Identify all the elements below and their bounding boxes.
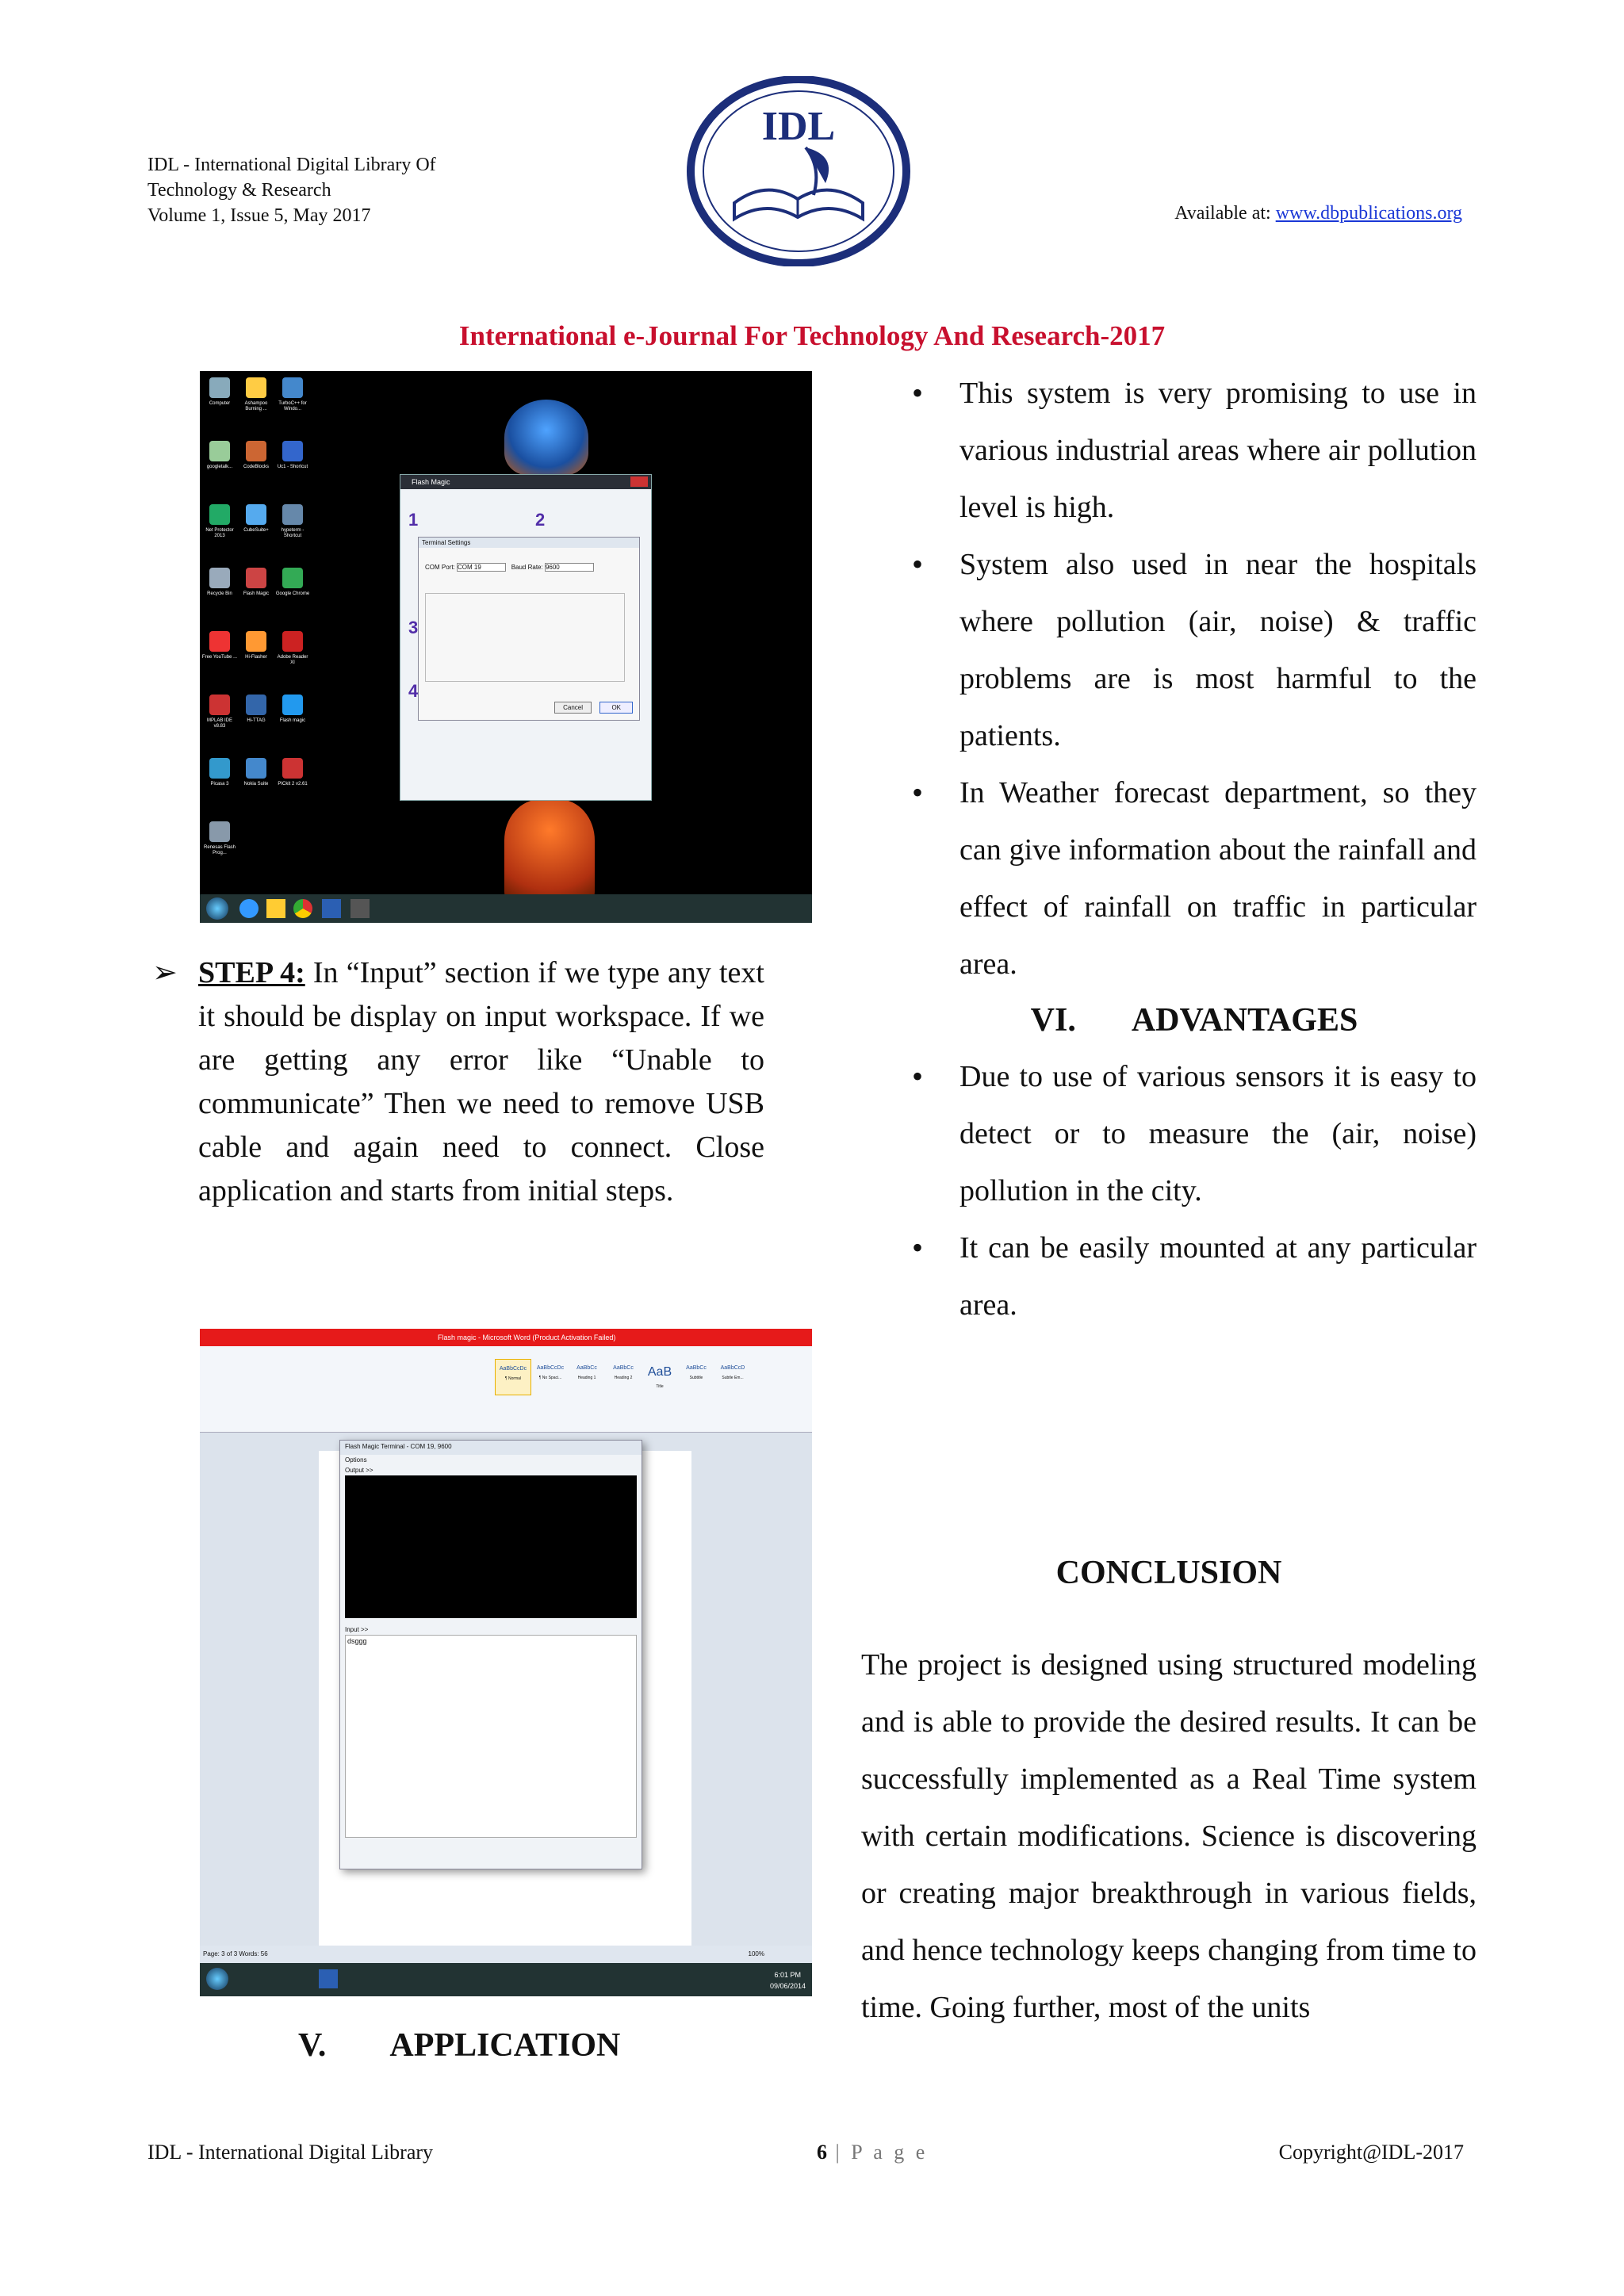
desktop-icon-label: Computer xyxy=(209,401,231,406)
style-sample: AaBbCc xyxy=(686,1365,707,1371)
dialog-title: Terminal Settings xyxy=(419,538,639,548)
output-label: Output >> xyxy=(345,1467,373,1474)
start-icon[interactable] xyxy=(206,897,228,920)
desktop-icon-label: Picasa 3 xyxy=(210,782,229,786)
desktop-icon[interactable] xyxy=(209,441,230,461)
desktop-icon[interactable] xyxy=(209,758,230,779)
taskbar xyxy=(200,1963,812,1996)
desktop-icon-label: hypeterm - Shortcut xyxy=(281,528,304,538)
desktop-icon[interactable] xyxy=(246,695,266,715)
desktop-icon-label: googletalk... xyxy=(206,465,233,469)
step-number: 3 xyxy=(408,618,419,637)
cancel-button[interactable]: Cancel xyxy=(554,702,592,714)
desktop-icon-label: Flash magic xyxy=(279,718,306,723)
page-word: | P a g e xyxy=(827,2141,929,2164)
section-title: APPLICATION xyxy=(389,2027,621,2064)
step-number: 2 xyxy=(535,510,546,530)
clock-time: 6:01 PM xyxy=(774,1971,801,1979)
desktop-icon-label: Google Chrome xyxy=(275,591,310,596)
conclusion-heading: CONCLUSION xyxy=(1055,1555,1282,1591)
desktop-icon-label: Recycle Bin xyxy=(207,591,232,596)
status-bar xyxy=(200,1946,812,1963)
desktop-icon[interactable] xyxy=(282,568,303,588)
application-bullets xyxy=(912,365,1477,1334)
style-name: Subtitle xyxy=(689,1376,703,1380)
word-titlebar xyxy=(200,1329,812,1346)
header-line: Volume 1, Issue 5, May 2017 xyxy=(147,205,371,226)
bullet-item: • In Weather forecast department, so they can give information about the rainfall and effect of rainfall on traffic in particular area. xyxy=(912,764,1477,993)
desktop-icon-label: Ashampoo Burning ... xyxy=(244,401,268,411)
advantages-heading xyxy=(912,993,1477,1048)
style-gallery-item[interactable] xyxy=(642,1359,677,1394)
desktop-icon[interactable] xyxy=(209,631,230,652)
section-number: VI. xyxy=(1030,1002,1076,1039)
output-area xyxy=(345,1475,637,1618)
com-port-label: COM Port: xyxy=(425,564,455,571)
desktop-icon-label: CodeBlocks xyxy=(243,465,269,469)
style-name: Title xyxy=(656,1384,664,1389)
style-gallery-item[interactable] xyxy=(606,1359,641,1394)
word-icon[interactable] xyxy=(319,1969,338,1988)
arrow-bullet-icon: ➢ xyxy=(152,956,178,989)
status-left: Page: 3 of 3 Words: 56 xyxy=(203,1950,268,1957)
header-left xyxy=(147,152,436,228)
desktop-icon-label: MPLAB IDE v8.83 xyxy=(206,718,232,729)
desktop-icon[interactable] xyxy=(209,568,230,588)
terminal-settings-dialog xyxy=(418,537,640,721)
zoom-level[interactable]: 100% xyxy=(748,1950,764,1957)
style-sample: AaBbCc xyxy=(613,1365,634,1371)
flash-magic-window xyxy=(400,474,652,801)
desktop-icon[interactable] xyxy=(209,504,230,525)
start-icon[interactable] xyxy=(206,1968,228,1990)
available-label: Available at: xyxy=(1174,203,1276,224)
terminal-title: Flash Magic Terminal - COM 19, 9600 xyxy=(340,1441,642,1455)
style-name: Subtle Em... xyxy=(722,1376,744,1380)
options-menu[interactable]: Options xyxy=(345,1456,367,1464)
ie-icon[interactable] xyxy=(239,899,259,918)
header-line: IDL - International Digital Library Of xyxy=(147,155,436,175)
style-gallery-item[interactable] xyxy=(715,1359,750,1394)
header-right xyxy=(1174,203,1462,224)
figure-word-terminal-screenshot xyxy=(200,1329,812,1996)
desktop-icon[interactable] xyxy=(246,631,266,652)
desktop-icon[interactable] xyxy=(282,631,303,652)
header-line: Technology & Research xyxy=(147,180,331,201)
style-sample: AaBbCcD xyxy=(720,1365,745,1371)
bullet-item: • It can be easily mounted at any particular area. xyxy=(912,1219,1477,1334)
word-icon[interactable] xyxy=(322,899,341,918)
publication-link[interactable]: www.dbpublications.org xyxy=(1275,203,1462,224)
footer-right: Copyright@IDL-2017 xyxy=(1278,2141,1464,2164)
ribbon xyxy=(200,1346,812,1433)
footer-left: IDL - International Digital Library xyxy=(147,2141,434,2164)
taskbar xyxy=(200,894,812,923)
input-label: Input >> xyxy=(345,1626,369,1633)
media-icon[interactable] xyxy=(350,899,370,918)
application-heading xyxy=(298,2026,620,2064)
style-gallery-item[interactable] xyxy=(569,1359,604,1394)
desktop-icon-label: Flash Magic xyxy=(243,591,270,596)
desktop-icon-label: Hi-Flasher xyxy=(245,655,267,660)
input-area[interactable]: dsggg xyxy=(345,1635,637,1838)
statue-decoration xyxy=(504,400,588,476)
logo-text: IDL xyxy=(761,104,836,149)
desktop-icon[interactable] xyxy=(282,758,303,779)
statue-base xyxy=(504,799,595,902)
desktop-icon[interactable] xyxy=(209,377,230,398)
desktop-icon[interactable] xyxy=(282,377,303,398)
desktop-icon[interactable] xyxy=(282,695,303,715)
page-number: 6 xyxy=(817,2141,827,2164)
idl-logo xyxy=(687,76,910,266)
desktop-icon-label: Uc1 - Shortcut xyxy=(277,465,308,469)
section-number: V. xyxy=(298,2027,327,2064)
desktop-icon-label: Net Protector 2013 xyxy=(205,528,234,538)
clock-date: 09/06/2014 xyxy=(769,1982,806,1990)
options-group xyxy=(425,593,625,682)
step-number: 1 xyxy=(408,510,419,530)
com-port-select[interactable]: COM 19 xyxy=(457,563,506,572)
style-gallery-item[interactable] xyxy=(533,1359,568,1394)
style-name: ¶ No Spaci... xyxy=(538,1376,562,1380)
section-title: ADVANTAGES xyxy=(1131,1002,1358,1039)
style-sample: AaBbCcDc xyxy=(536,1365,565,1371)
bullet-item: • This system is very promising to use in various industrial areas where air pollution level is high. xyxy=(912,365,1477,536)
desktop-icon[interactable] xyxy=(209,695,230,715)
desktop-icon-label: CubeSuite+ xyxy=(243,528,269,533)
window-title: Flash Magic xyxy=(412,478,450,486)
style-sample: AaB xyxy=(647,1365,672,1379)
window-titlebar xyxy=(400,475,651,489)
desktop-icon[interactable] xyxy=(246,441,266,461)
desktop-icon-label: Hi-TTAG xyxy=(247,718,266,723)
desktop-icon[interactable] xyxy=(209,821,230,842)
desktop-icon[interactable] xyxy=(282,441,303,461)
desktop-icon-label: Adobe Reader XI xyxy=(277,655,308,665)
desktop-icon-label: PICkit 2 v2.61 xyxy=(278,782,308,786)
step-number: 4 xyxy=(408,681,419,701)
desktop-icon[interactable] xyxy=(246,758,266,779)
style-name: ¶ Normal xyxy=(504,1376,522,1381)
style-name: Heading 1 xyxy=(577,1376,596,1380)
baud-rate-label: Baud Rate: xyxy=(511,564,543,571)
desktop-icon-label: Free YouTube ... xyxy=(201,655,238,660)
bullet-item: • Due to use of various sensors it is easy to detect or to measure the (air, noise) pollution in the city. xyxy=(912,1048,1477,1219)
style-gallery-item[interactable] xyxy=(495,1359,531,1395)
journal-title: International e-Journal For Technology And Research-2017 xyxy=(458,320,1166,351)
step4-paragraph xyxy=(152,951,764,1213)
bullet-item: • System also used in near the hospitals where pollution (air, noise) & traffic problems are is most harmful to the patients. xyxy=(912,536,1477,764)
close-icon[interactable] xyxy=(630,476,648,487)
desktop-icon-label: Renesas Flash Prog... xyxy=(203,845,236,855)
desktop-icon-label: Nokia Suite xyxy=(243,782,269,786)
word-title: Flash magic - Microsoft Word (Product Activation Failed) xyxy=(438,1334,616,1341)
conclusion-text: The project is designed using structured modeling and is able to provide the desired results. It can be successfully implemented as a Real Time system with certain modifications. Science is discovering or creating major breakthrough in various fields, and hence technology keeps changing from time to time. Going further, most of the units xyxy=(861,1648,1477,2024)
ok-button[interactable]: OK xyxy=(599,702,633,714)
figure-desktop-screenshot xyxy=(200,371,812,923)
chrome-icon[interactable] xyxy=(293,899,312,918)
terminal-window xyxy=(339,1440,642,1869)
style-sample: AaBbCcDc xyxy=(499,1366,527,1372)
desktop-icon[interactable] xyxy=(246,568,266,588)
style-name: Heading 2 xyxy=(614,1376,633,1380)
style-gallery-item[interactable] xyxy=(679,1359,714,1394)
style-sample: AaBbCc xyxy=(576,1365,597,1371)
step4-text: In “Input” section if we type any text it should be display on input workspace. If we are getting any error like “Unable to communicate” Then we need to remove USB cable and again need to connect. Close application and starts from initial steps. xyxy=(198,956,764,1207)
step4-label: STEP 4: xyxy=(198,956,305,989)
desktop-icon[interactable] xyxy=(246,377,266,398)
desktop-icon[interactable] xyxy=(246,504,266,525)
desktop-icon[interactable] xyxy=(282,504,303,525)
footer-page xyxy=(817,2141,928,2164)
desktop-icon-label: TurboC++ for Windo... xyxy=(278,401,307,411)
folder-icon[interactable] xyxy=(266,899,285,918)
baud-rate-select[interactable]: 9600 xyxy=(545,563,594,572)
